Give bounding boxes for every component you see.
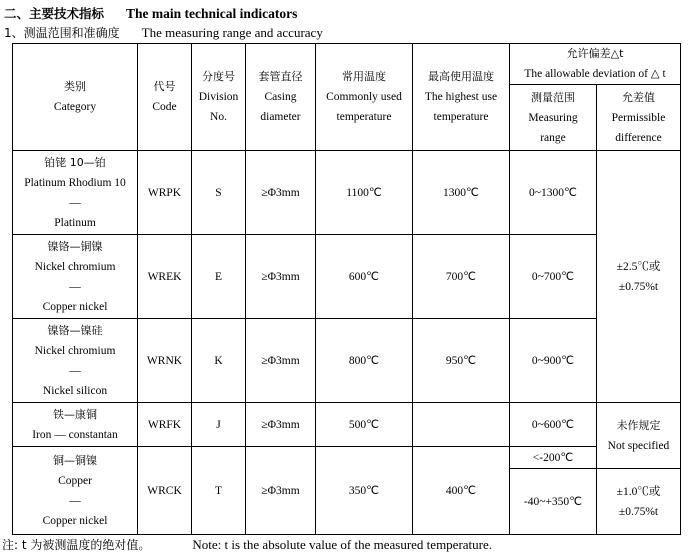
casing-cell: ≥Φ3mm bbox=[246, 151, 316, 235]
category-cn: 镍铬—镍硅 bbox=[47, 323, 103, 337]
header-row-1 bbox=[13, 44, 681, 85]
tolerance-cell bbox=[597, 403, 681, 469]
table-row bbox=[13, 447, 681, 469]
tolerance-cell bbox=[597, 151, 681, 403]
category-en: Nickel chromium bbox=[34, 260, 116, 273]
category-en-2: Copper nickel bbox=[42, 300, 108, 313]
tolerance-not-specified-en: Not specified bbox=[607, 439, 670, 452]
section-heading-cn: 二、主要技术指标 bbox=[4, 6, 105, 21]
header-permissible-cn: 允差值 bbox=[622, 90, 655, 104]
header-casing-cn: 套管直径 bbox=[258, 70, 303, 83]
header-range-cn: 测量范围 bbox=[531, 90, 575, 104]
header-permissible-en1: Permissible bbox=[611, 111, 666, 124]
footnote-en: Note: t is the absolute value of the measured temperature. bbox=[192, 537, 493, 552]
category-cn: 铁—康铜 bbox=[53, 407, 97, 421]
header-range bbox=[510, 85, 597, 151]
range-cell: 0~700℃ bbox=[510, 235, 597, 319]
header-category-en: Category bbox=[53, 101, 97, 113]
category-en: Nickel chromium bbox=[34, 344, 116, 357]
category-cell bbox=[13, 235, 138, 319]
header-common-en2: temperature bbox=[336, 111, 392, 123]
tolerance-line-2: ±0.75%t bbox=[618, 280, 659, 293]
header-permissible bbox=[597, 85, 681, 151]
section-heading-en: The main technical indicators bbox=[126, 6, 298, 21]
range-cell: 0~900℃ bbox=[510, 319, 597, 403]
common-temp-cell: 600℃ bbox=[316, 235, 413, 319]
table-row bbox=[13, 151, 681, 235]
header-highest-cn: 最高使用温度 bbox=[428, 70, 494, 83]
category-en-2: Nickel silicon bbox=[42, 384, 108, 397]
highest-temp-cell: 1300℃ bbox=[413, 151, 510, 235]
header-common-en1: Commonly used bbox=[326, 91, 402, 103]
category-cell bbox=[13, 151, 138, 235]
highest-temp-cell: 400℃ bbox=[413, 447, 510, 535]
division-cell: T bbox=[192, 447, 246, 535]
common-temp-cell: 350℃ bbox=[316, 447, 413, 535]
header-common-cn: 常用温度 bbox=[342, 70, 386, 83]
header-highest-en1: The highest use bbox=[424, 91, 498, 103]
category-en-2: Platinum bbox=[54, 216, 96, 229]
range-cell: <-200℃ bbox=[510, 447, 597, 469]
category-en: Iron — constantan bbox=[32, 428, 118, 441]
category-cn: 铂铑 10—铂 bbox=[44, 155, 106, 169]
header-category bbox=[13, 44, 138, 151]
sub-heading-cn: 1、测温范围和准确度 bbox=[4, 26, 120, 40]
header-division-en1: Division bbox=[198, 91, 239, 103]
sub-heading bbox=[4, 24, 323, 41]
header-range-en1: Measuring bbox=[528, 111, 578, 124]
header-category-cn: 类别 bbox=[64, 80, 86, 93]
header-code bbox=[138, 44, 192, 151]
casing-cell: ≥Φ3mm bbox=[246, 403, 316, 447]
header-casing-en2: diameter bbox=[260, 111, 301, 123]
division-cell: K bbox=[192, 319, 246, 403]
common-temp-cell: 1100℃ bbox=[316, 151, 413, 235]
header-highest bbox=[413, 44, 510, 151]
division-cell: J bbox=[192, 403, 246, 447]
range-cell: 0~600℃ bbox=[510, 403, 597, 447]
category-en-2: Copper nickel bbox=[42, 514, 108, 527]
tolerance-line-2: ±0.75%t bbox=[618, 505, 659, 518]
table-row bbox=[13, 403, 681, 447]
code-cell: WRPK bbox=[138, 151, 192, 235]
category-cn: 镍铬—铜镍 bbox=[47, 239, 103, 253]
code-cell: WRFK bbox=[138, 403, 192, 447]
tolerance-not-specified-cn: 未作规定 bbox=[616, 418, 661, 432]
header-deviation-en: The allowable deviation of △ t bbox=[524, 68, 666, 80]
tolerance-line-1: ±1.0℃或 bbox=[616, 485, 661, 498]
code-cell: WRNK bbox=[138, 319, 192, 403]
table-row bbox=[13, 319, 681, 403]
highest-temp-cell bbox=[413, 403, 510, 447]
header-casing bbox=[246, 44, 316, 151]
category-dash: — bbox=[69, 280, 81, 293]
category-dash: — bbox=[69, 364, 81, 377]
header-division bbox=[192, 44, 246, 151]
indicators-table bbox=[12, 43, 681, 535]
header-code-en: Code bbox=[152, 101, 177, 113]
header-code-cn: 代号 bbox=[153, 80, 176, 93]
casing-cell: ≥Φ3mm bbox=[246, 319, 316, 403]
casing-cell: ≥Φ3mm bbox=[246, 235, 316, 319]
header-highest-en2: temperature bbox=[433, 111, 489, 123]
common-temp-cell: 500℃ bbox=[316, 403, 413, 447]
category-cell bbox=[13, 319, 138, 403]
range-cell: 0~1300℃ bbox=[510, 151, 597, 235]
range-cell: -40~+350℃ bbox=[510, 469, 597, 535]
header-common bbox=[316, 44, 413, 151]
header-permissible-en2: difference bbox=[615, 131, 662, 144]
sub-heading-en: The measuring range and accuracy bbox=[141, 25, 323, 40]
casing-cell: ≥Φ3mm bbox=[246, 447, 316, 535]
category-dash: — bbox=[69, 494, 81, 507]
category-cell bbox=[13, 447, 138, 535]
header-deviation-cn: 允许偏差△t bbox=[566, 47, 624, 60]
header-range-en2: range bbox=[540, 131, 566, 144]
footnote-cn: 注: t 为被测温度的绝对值。 bbox=[2, 538, 151, 552]
category-en: Copper bbox=[58, 474, 92, 487]
category-cell bbox=[13, 403, 138, 447]
code-cell: WRCK bbox=[138, 447, 192, 535]
header-division-cn: 分度号 bbox=[202, 70, 235, 83]
category-dash: — bbox=[69, 196, 81, 209]
division-cell: E bbox=[192, 235, 246, 319]
tolerance-line-1: ±2.5℃或 bbox=[616, 260, 661, 273]
common-temp-cell: 800℃ bbox=[316, 319, 413, 403]
header-division-en2: No. bbox=[210, 111, 227, 123]
highest-temp-cell: 950℃ bbox=[413, 319, 510, 403]
tolerance-cell bbox=[597, 469, 681, 535]
table-row bbox=[13, 235, 681, 319]
header-casing-en1: Casing bbox=[264, 91, 297, 103]
highest-temp-cell: 700℃ bbox=[413, 235, 510, 319]
code-cell: WREK bbox=[138, 235, 192, 319]
header-deviation bbox=[510, 44, 681, 85]
category-cn: 铜—铜镍 bbox=[53, 453, 97, 467]
section-heading bbox=[4, 4, 297, 22]
footnote bbox=[2, 536, 492, 553]
category-en: Platinum Rhodium 10 bbox=[24, 176, 126, 189]
division-cell: S bbox=[192, 151, 246, 235]
